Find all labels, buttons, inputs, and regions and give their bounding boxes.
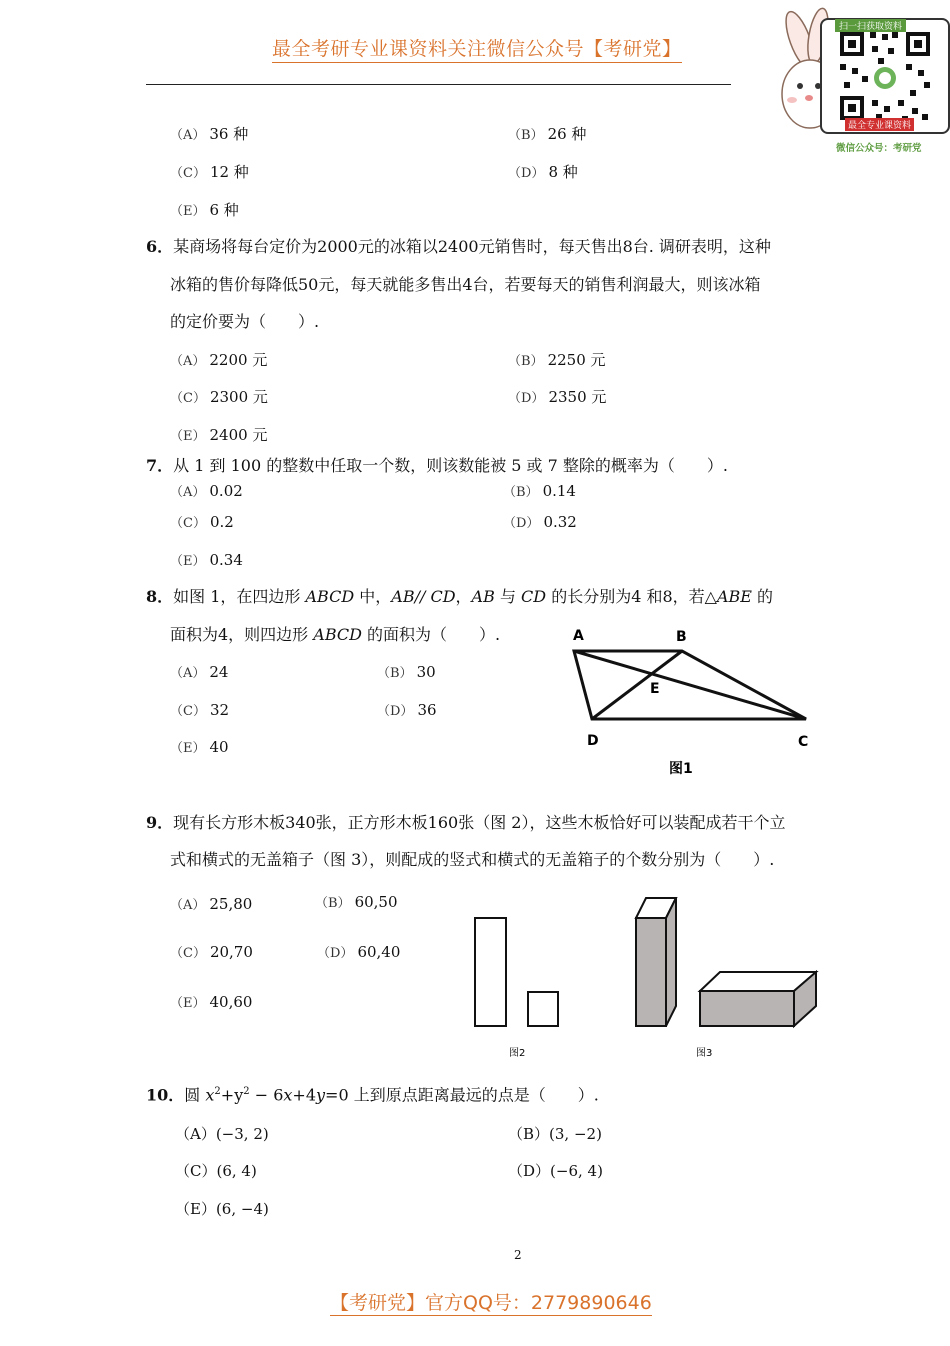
question-10-line-1: 10．圆 $x^2+y^2 - 6x+4y=0$ 上到原点距离最远的点是（ ）. <box>146 1085 599 1105</box>
option-b[interactable]: （B） 2250 元 <box>508 351 606 369</box>
option-b[interactable]: （B）(3, −2) <box>508 1125 602 1143</box>
rectangle-board <box>475 918 506 1026</box>
option-d[interactable]: （D） 60,40 <box>317 943 401 961</box>
qr-code-icon <box>822 20 948 132</box>
question-6-line-1: 6．某商场将每台定价为2000元的冰箱以2400元销售时，每天售出8台. 调研表明，这种 <box>146 237 771 256</box>
horizontal-box <box>700 972 816 1026</box>
qr-code-box[interactable] <box>820 18 950 134</box>
option-c[interactable]: （C） 2300 元 <box>170 388 268 406</box>
figure-1-quadrilateral <box>560 620 820 780</box>
point-c-label: C <box>798 734 809 750</box>
option-c[interactable]: （C） 20,70 <box>170 943 253 961</box>
option-e[interactable]: （E）(6, −4) <box>175 1200 269 1218</box>
option-c[interactable]: （C） 32 <box>170 701 230 719</box>
question-6-line-3: 的定价要为（ ）. <box>170 312 320 331</box>
question-6-line-2: 冰箱的售价每降低50元，每天就能多售出4台，若要每天的销售利润最大，则该冰箱 <box>170 275 761 294</box>
option-e[interactable]: （E） 6 种 <box>170 201 239 219</box>
page-number: 2 <box>514 1248 522 1262</box>
figure-1-caption: 图1 <box>669 761 693 777</box>
figure-3-caption: 图3 <box>696 1048 713 1059</box>
rabbit-mascot-icon <box>740 4 830 154</box>
option-e[interactable]: （E） 0.34 <box>170 551 243 569</box>
option-c[interactable]: （C） 0.2 <box>170 513 234 531</box>
option-a[interactable]: （A） 36 种 <box>170 125 249 143</box>
option-a[interactable]: （A） 2200 元 <box>170 351 268 369</box>
option-a[interactable]: （A） 24 <box>170 663 229 681</box>
option-b[interactable]: （B） 30 <box>377 663 436 681</box>
option-b[interactable]: （B） 26 种 <box>508 125 587 143</box>
option-a[interactable]: （A） 0.02 <box>170 482 243 500</box>
point-b-label: B <box>676 629 687 645</box>
figures-2-3 <box>460 885 830 1070</box>
option-e[interactable]: （E） 2400 元 <box>170 426 268 444</box>
option-a[interactable]: （A）(−3, 2) <box>175 1125 269 1143</box>
option-c[interactable]: （C） 12 种 <box>170 163 249 181</box>
question-8-line-1: 8．如图 1，在四边形 ABCD 中，AB// CD，AB 与 CD 的长分别为4 和8，若△ABE 的 <box>146 587 774 606</box>
option-b[interactable]: （B） 0.14 <box>503 482 576 500</box>
square-board <box>528 992 558 1026</box>
upright-box <box>636 898 676 1026</box>
qr-bottom-label: 最全专业课资料 <box>845 118 914 131</box>
option-d[interactable]: （D） 36 <box>377 701 437 719</box>
footer-link[interactable]: 【考研党】官方QQ号：2779890646 <box>330 1288 652 1316</box>
option-d[interactable]: （D） 2350 元 <box>508 388 607 406</box>
option-e[interactable]: （E） 40 <box>170 738 229 756</box>
question-9-line-1: 9．现有长方形木板340张，正方形木板160张（图 2），这些木板恰好可以装配成若干个立 <box>146 813 786 832</box>
option-d[interactable]: （D）(−6, 4) <box>508 1162 603 1180</box>
qr-wechat-label: 微信公众号：考研党 <box>836 143 922 154</box>
option-c[interactable]: （C）(6, 4) <box>175 1162 257 1180</box>
diagonal-ac <box>574 651 806 719</box>
header-title[interactable]: 最全考研专业课资料关注微信公众号【考研党】 <box>272 34 682 63</box>
question-8-line-2: 面积为4，则四边形 ABCD 的面积为（ ）. <box>170 625 501 644</box>
point-d-label: D <box>587 733 599 749</box>
option-d[interactable]: （D） 0.32 <box>503 513 577 531</box>
header-divider <box>146 84 731 85</box>
question-9-line-2: 式和横式的无盖箱子（图 3），则配成的竖式和横式的无盖箱子的个数分别为（ ）. <box>170 850 775 869</box>
point-e-label: E <box>650 681 660 697</box>
option-a[interactable]: （A） 25,80 <box>170 895 253 913</box>
point-a-label: A <box>573 628 584 644</box>
option-b[interactable]: （B） 60,50 <box>315 893 398 911</box>
figure-2-caption: 图2 <box>509 1048 526 1059</box>
option-e[interactable]: （E） 40,60 <box>170 993 253 1011</box>
qr-top-label: 扫一扫获取资料 <box>835 19 906 32</box>
option-d[interactable]: （D） 8 种 <box>508 163 578 181</box>
question-7-line-1: 7．从 1 到 100 的整数中任取一个数，则该数能被 5 或 7 整除的概率为（ ）. <box>146 456 728 475</box>
